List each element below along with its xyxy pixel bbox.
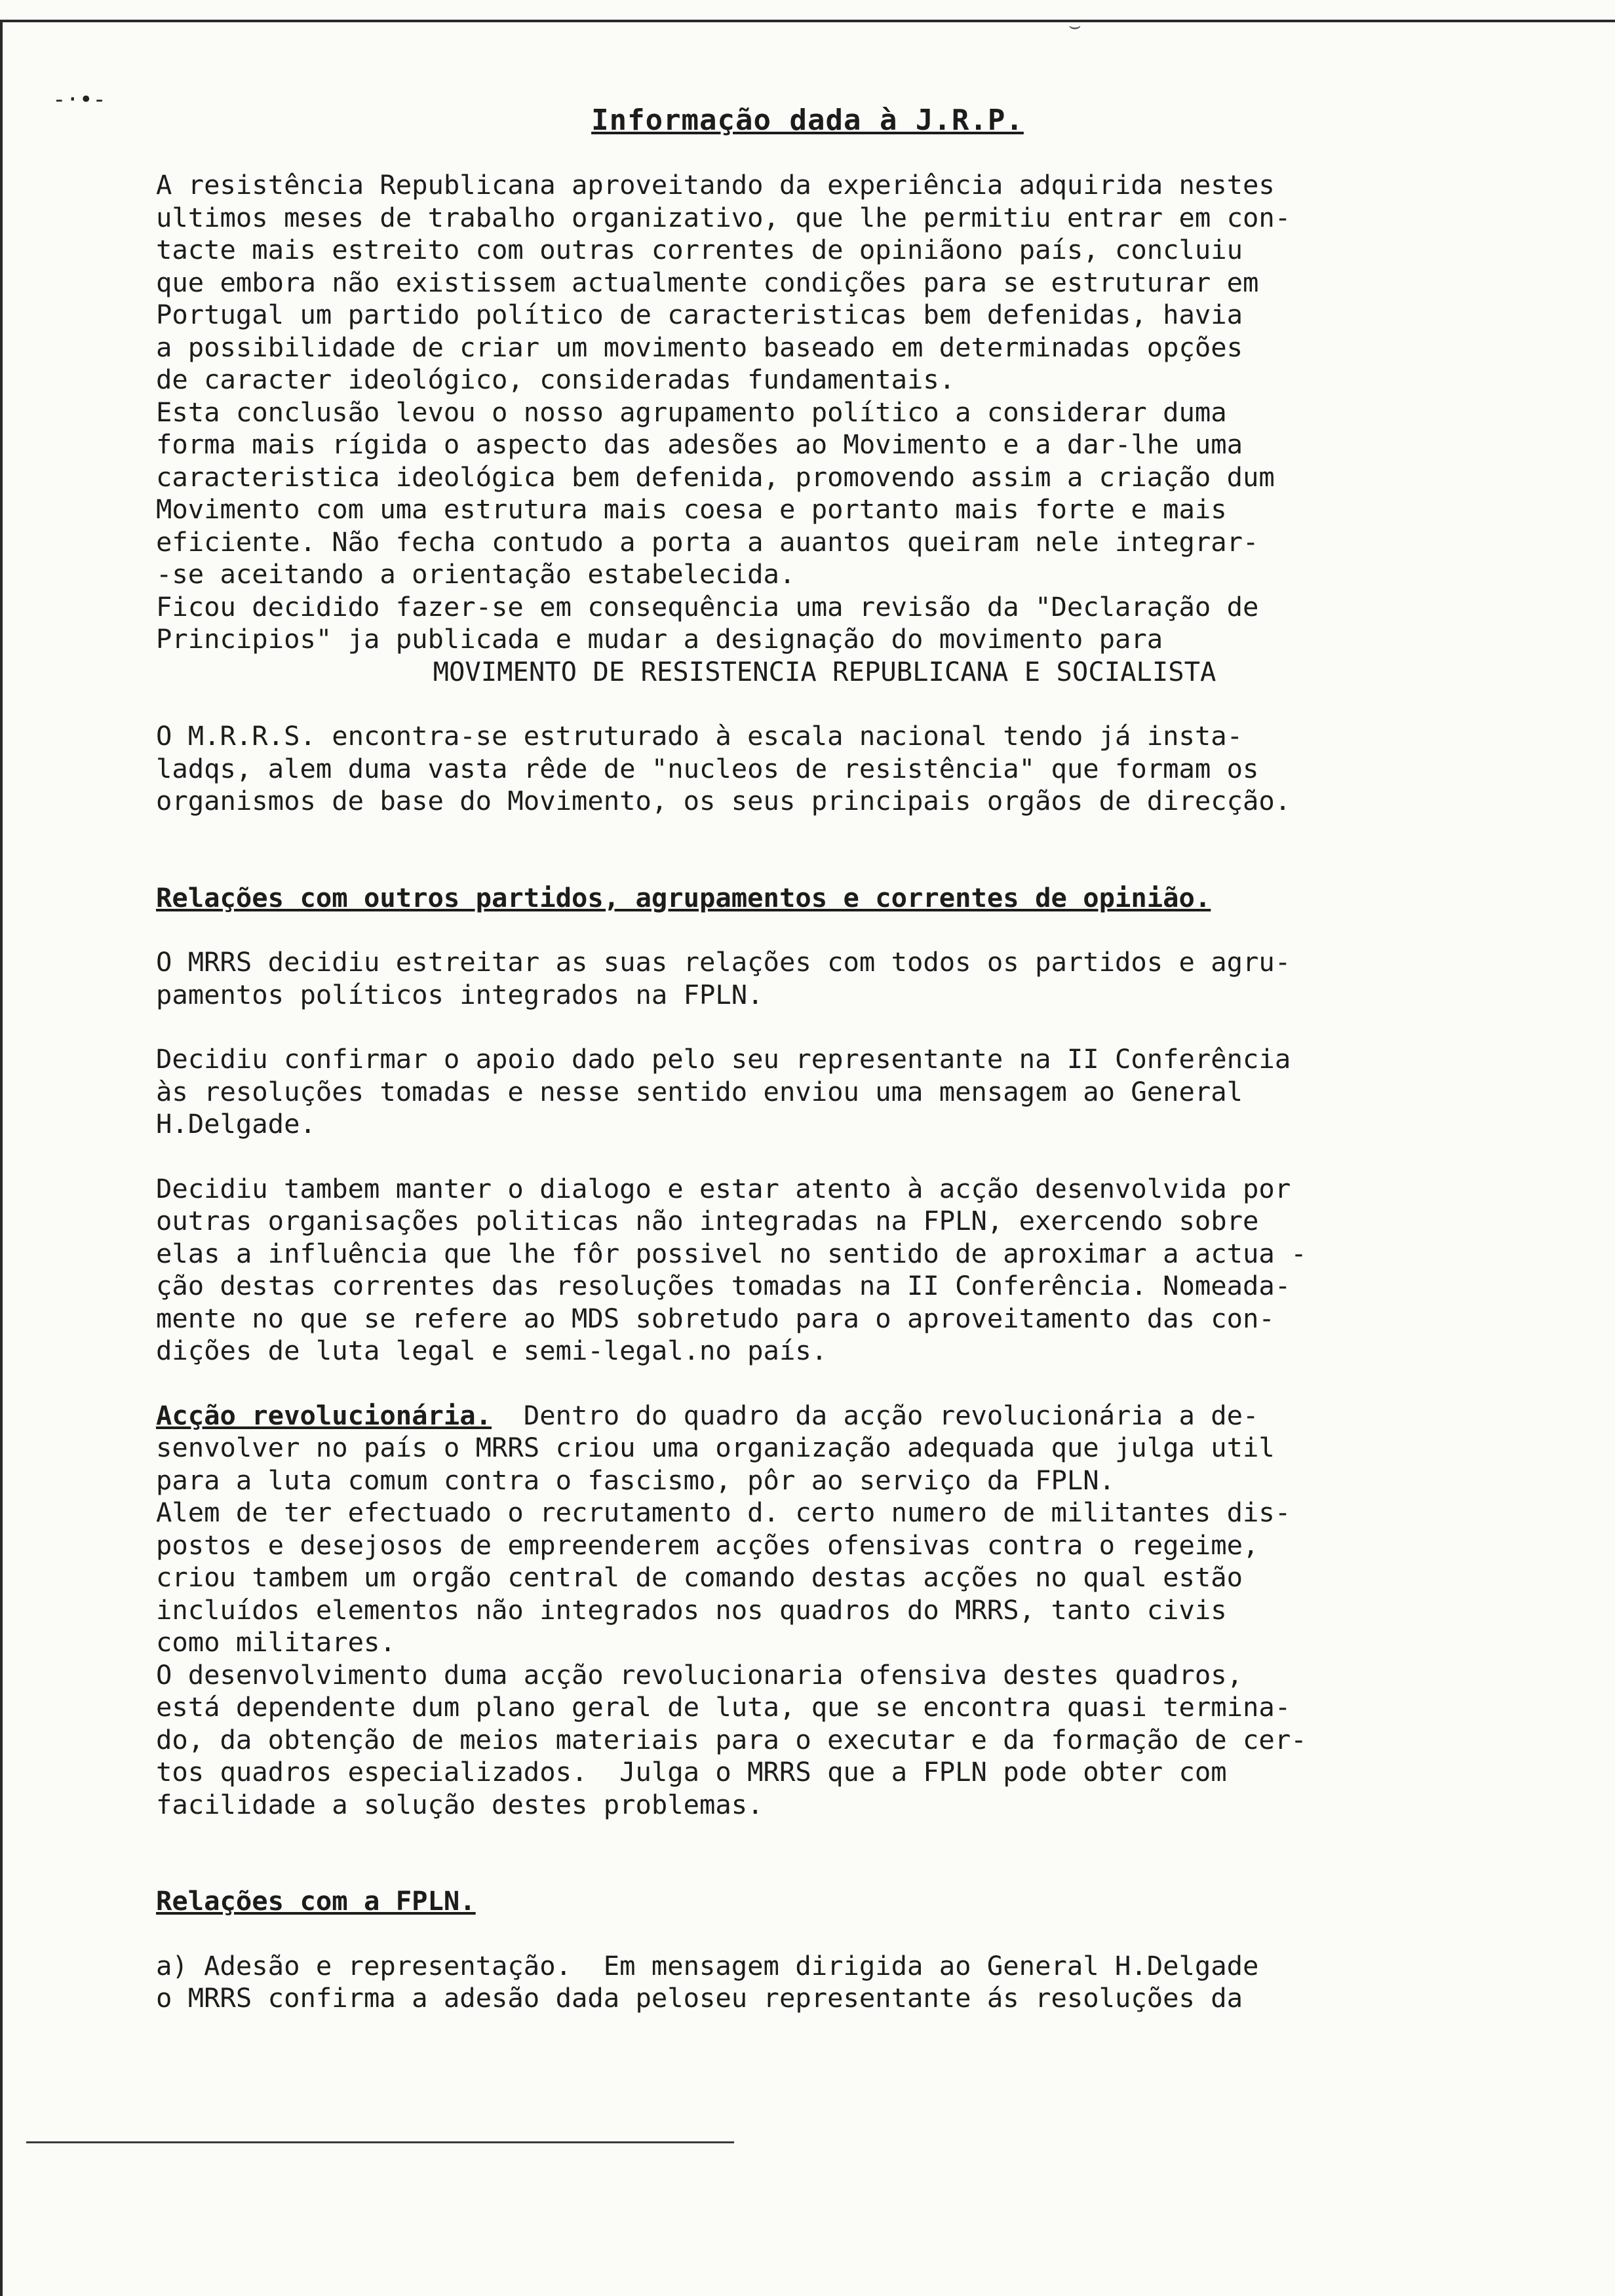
text-line: H.Delgade. bbox=[156, 1108, 316, 1139]
document-title: Informação dada à J.R.P. bbox=[591, 104, 1024, 137]
text-line: ladqs, alem duma vasta rêde de "nucleos de resistência" que formam os bbox=[156, 752, 1259, 784]
text-line: a possibilidade de criar um movimento baseado em determinadas opções bbox=[156, 331, 1243, 363]
top-tick-mark: ⌣ bbox=[1068, 14, 1081, 37]
text-line: outras organisações politicas não integradas na FPLN, exercendo sobre bbox=[156, 1205, 1259, 1236]
text-line: ultimos meses de trabalho organizativo, que lhe permitiu entrar em con- bbox=[156, 201, 1291, 233]
paragraph-adhesion bbox=[156, 1950, 1572, 2015]
page-left-edge bbox=[0, 20, 3, 2296]
text-line: Decidiu tambem manter o dialogo e estar atento à acção desenvolvida por bbox=[156, 1172, 1291, 1204]
text-line: ção destas correntes das resoluções tomadas na II Conferência. Nomeada- bbox=[156, 1270, 1291, 1301]
text-line: Decidiu confirmar o apoio dado pelo seu representante na II Conferência bbox=[156, 1043, 1291, 1075]
text-line: Esta conclusão levou o nosso agrupamento político a considerar duma bbox=[156, 396, 1227, 428]
section-heading-action: Acção revolucionária. bbox=[156, 1399, 492, 1431]
page-top-edge bbox=[0, 20, 1615, 22]
text-line: para a luta comum contra o fascismo, pôr ao serviço da FPLN. bbox=[156, 1464, 1115, 1496]
text-line: como militares. bbox=[156, 1626, 396, 1658]
text-line: tos quadros especializados. Julga o MRRS que a FPLN pode obter com bbox=[156, 1756, 1227, 1788]
document-body bbox=[156, 169, 1572, 2015]
paragraph-intro bbox=[156, 169, 1572, 688]
paragraph-revolutionary-action bbox=[156, 1400, 1572, 1822]
text-span: Dentro do quadro da acção revolucionária a de- bbox=[492, 1399, 1259, 1431]
text-line bbox=[156, 1400, 1572, 1432]
text-line: O M.R.R.S. encontra-se estruturado à escala nacional tendo já insta- bbox=[156, 720, 1243, 752]
text-line: caracteristica ideológica bem defenida, promovendo assim a criação dum bbox=[156, 461, 1275, 493]
text-line: senvolver no país o MRRS criou uma organização adequada que julga util bbox=[156, 1432, 1275, 1463]
paragraph-structure bbox=[156, 720, 1572, 818]
text-line: incluídos elementos não integrados nos quadros do MRRS, tanto civis bbox=[156, 1594, 1227, 1626]
bottom-rule bbox=[26, 2141, 734, 2143]
text-line: forma mais rígida o aspecto das adesões ao Movimento e a dar-lhe uma bbox=[156, 429, 1243, 460]
text-line: Portugal um partido político de caracteristicas bem defenidas, havia bbox=[156, 299, 1243, 330]
text-line: a) Adesão e representação. Em mensagem dirigida ao General H.Delgade bbox=[156, 1949, 1259, 1981]
text-line: O desenvolvimento duma acção revolucionaria ofensiva destes quadros, bbox=[156, 1658, 1243, 1691]
text-line: facilidade a solução destes problemas. bbox=[156, 1788, 764, 1820]
text-line: Alem de ter efectuado o recrutamento d. certo numero de militantes dis- bbox=[156, 1497, 1291, 1528]
text-line: mente no que se refere ao MDS sobretudo para o aproveitamento das con- bbox=[156, 1302, 1275, 1334]
paragraph-conference bbox=[156, 1043, 1572, 1141]
section-heading-relations: Relações com outros partidos, agrupamentos e correntes de opinião. bbox=[156, 881, 1211, 913]
text-line: está dependente dum plano geral de luta, que se encontra quasi termina- bbox=[156, 1691, 1291, 1723]
text-line: elas a influência que lhe fôr possivel no sentido de aproximar a actua - bbox=[156, 1237, 1307, 1269]
text-line: que embora não existissem actualmente condições para se estruturar em bbox=[156, 266, 1259, 298]
text-line: Principios" ja publicada e mudar a designação do movimento para bbox=[156, 623, 1163, 655]
movement-name: MOVIMENTO DE RESISTENCIA REPUBLICANA E SOCIALISTA bbox=[433, 655, 1216, 687]
text-line: pamentos políticos integrados na FPLN. bbox=[156, 978, 764, 1010]
paragraph-relations bbox=[156, 946, 1572, 1011]
text-line: dições de luta legal e semi-legal.no país. bbox=[156, 1335, 828, 1366]
text-line: -se aceitando a orientação estabelecida. bbox=[156, 558, 796, 590]
text-line: O MRRS decidiu estreitar as suas relações com todos os partidos e agru- bbox=[156, 946, 1291, 978]
text-line: do, da obtenção de meios materiais para o executar e da formação de cer- bbox=[156, 1723, 1307, 1755]
text-line: eficiente. Não fecha contudo a porta a auantos queiram nele integrar- bbox=[156, 526, 1259, 558]
text-line: organismos de base do Movimento, os seus principais orgãos de direcção. bbox=[156, 785, 1291, 816]
corner-mark: -·•- bbox=[52, 86, 106, 113]
text-line: postos e desejosos de empreenderem acções ofensivas contra o regeime, bbox=[156, 1529, 1259, 1561]
text-line: A resistência Republicana aproveitando da experiência adquirida nestes bbox=[156, 169, 1275, 201]
text-line: às resoluções tomadas e nesse sentido enviou uma mensagem ao General bbox=[156, 1075, 1243, 1107]
text-line: criou tambem um orgão central de comando destas acções no qual estão bbox=[156, 1561, 1243, 1593]
text-line: o MRRS confirma a adesão dada peloseu representante ás resoluções da bbox=[156, 1982, 1243, 2014]
text-line: Ficou decidido fazer-se em consequência uma revisão da "Declaração de bbox=[156, 590, 1259, 622]
text-line: de caracter ideológico, consideradas fundamentais. bbox=[156, 364, 956, 395]
text-line: tacte mais estreito com outras correntes de opiniãono país, concluiu bbox=[156, 234, 1243, 265]
paragraph-dialogue bbox=[156, 1173, 1572, 1368]
section-heading-fpln: Relações com a FPLN. bbox=[156, 1885, 476, 1917]
text-line: Movimento com uma estrutura mais coesa e portanto mais forte e mais bbox=[156, 493, 1227, 525]
